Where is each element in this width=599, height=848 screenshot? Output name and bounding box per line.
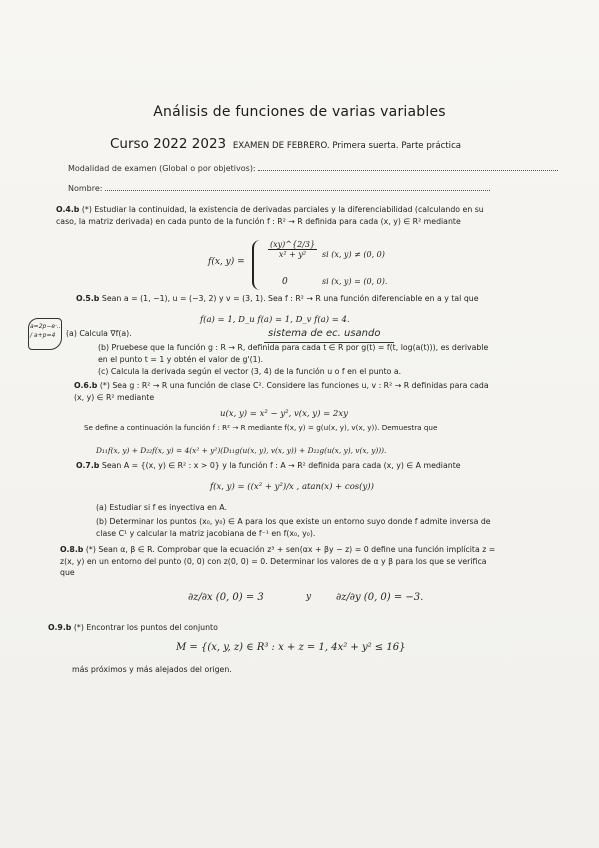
question-3 — [74, 380, 498, 403]
handwritten-note: sistema de ec. usando — [268, 328, 381, 339]
question-3-identity: D₁₁f(x, y) + D₂₂f(x, y) = 4(x² + y²)(D₁₁g(u(x, y), v(x, y)) + D₂₂g(u(x, y), v(x, y))). — [96, 446, 387, 455]
question-number: O.9.b — [48, 623, 72, 632]
question-5-conjunction: y — [306, 592, 312, 602]
question-4-part-b: (b) Determinar los puntos (x₀, y₀) ∈ A para los que existe un entorno suyo donde f admite inversa de clase C¹ y calcular la matriz jacobiana de f⁻¹ en f(x₀, y₀). — [96, 517, 491, 538]
question-number: O.7.b — [76, 461, 100, 470]
equation-lhs: f(x, y) = — [208, 257, 245, 267]
question-text: (*) Sea g : R² → R una función de clase C². Considere las funciones u, v : R² → R definidas para cada (x, y) ∈ R² mediante — [74, 381, 489, 402]
question-3-definitions: u(x, y) = x² − y², v(x, y) = 2xy — [220, 409, 348, 419]
case-1-fraction — [268, 240, 317, 259]
exam-subtitle — [110, 136, 550, 152]
question-3-text-2: Se define a continuación la función f : R² → R mediante f(x, y) = g(u(x, y), v(x, y)). Demuestra que — [84, 423, 438, 432]
case-brace — [252, 240, 264, 290]
question-number: O.6.b — [74, 381, 98, 390]
question-2-conditions: f(a) = 1, D_u f(a) = 1, D_v f(a) = 4. — [200, 315, 350, 325]
nombre-label: Nombre: — [68, 184, 103, 193]
question-2 — [76, 293, 496, 305]
question-number: O.8.b — [60, 545, 84, 554]
nombre-field — [68, 182, 490, 193]
question-text: (*) Sean α, β ∈ R. Comprobar que la ecuación z³ + sen(αx + βy − z) = 0 define una función implícita z = z(x, y) en un entorno del punto (0, 0) con z(0, 0) = 0. Determinar los valores de α y β para los que se verifica que — [60, 545, 496, 577]
exam-label: EXAMEN DE FEBRERO. Primera suerta. Parte práctica — [232, 141, 462, 151]
question-6 — [48, 622, 488, 634]
case-1-denominator: x² + y² — [278, 250, 307, 259]
case-1-value — [268, 240, 317, 259]
page-title: Análisis de funciones de varias variables — [153, 104, 446, 120]
case-1-condition: si (x, y) ≠ (0, 0) — [322, 250, 385, 259]
question-2-part-c: (c) Calcula la derivada según el vector (3, 4) de la función u o f en el punto a. — [98, 367, 402, 376]
question-1 — [56, 204, 496, 227]
question-4 — [76, 460, 496, 472]
question-4-equation: f(x, y) = ((x² + y²)/x , atan(x) + cos(y)) — [210, 482, 374, 492]
question-5-eq-2: ∂z/∂y (0, 0) = −3. — [336, 592, 424, 603]
handwritten-margin: a=2p−e·... / a+p=4 — [30, 323, 63, 339]
question-5 — [60, 544, 496, 579]
question-5-eq-1: ∂z/∂x (0, 0) = 3 — [188, 592, 264, 603]
case-2-condition: si (x, y) = (0, 0). — [322, 277, 388, 286]
question-2-part-a — [66, 328, 266, 340]
nombre-blank — [105, 182, 490, 191]
question-text: (*) Estudiar la continuidad, la existencia de derivadas parciales y la diferenciabilidad (calculando en su caso, la matriz derivada) en cada punto de la función f : R² → R definida para cada (x, y) ∈ R² mediante — [56, 205, 484, 226]
question-6-set: M = {(x, y, z) ∈ R³ : x + z = 1, 4x² + y² ≤ 16} — [176, 642, 406, 653]
case-2-value: 0 — [282, 277, 288, 287]
modalidad-blank — [258, 162, 558, 171]
case-1-numerator: (xy)^{2/3} — [270, 240, 316, 249]
question-6-text-2: más próximos y más alejados del origen. — [72, 665, 232, 674]
question-4-part-a: (a) Estudiar si f es inyectiva en A. — [96, 503, 227, 512]
question-number: O.5.b — [76, 294, 100, 303]
modalidad-label: Modalidad de examen (Global o por objetivos): — [68, 164, 256, 173]
question-text: (*) Encontrar los puntos del conjunto — [73, 623, 218, 632]
question-2-part-b: (b) Pruebese que la función g : R → R, definida para cada t ∈ R por g(t) = f(t, log(a(t))), es derivable en el punto t = 1 y obtén el valor de g'(1). — [98, 343, 489, 364]
question-text: Sean A = {(x, y) ∈ R² : x > 0} y la función f : A → R² definida para cada (x, y) ∈ A mediante — [101, 461, 461, 470]
modalidad-field — [68, 162, 558, 173]
part-a-text: (a) Calcula ∇f(a). — [66, 329, 132, 338]
course-label: Curso 2022 2023 — [110, 136, 227, 152]
question-number: O.4.b — [56, 205, 80, 214]
question-text: Sean a = (1, −1), u = (−3, 2) y v = (3, 1). Sea f : R² → R una función diferenciable en a y tal que — [101, 294, 479, 303]
